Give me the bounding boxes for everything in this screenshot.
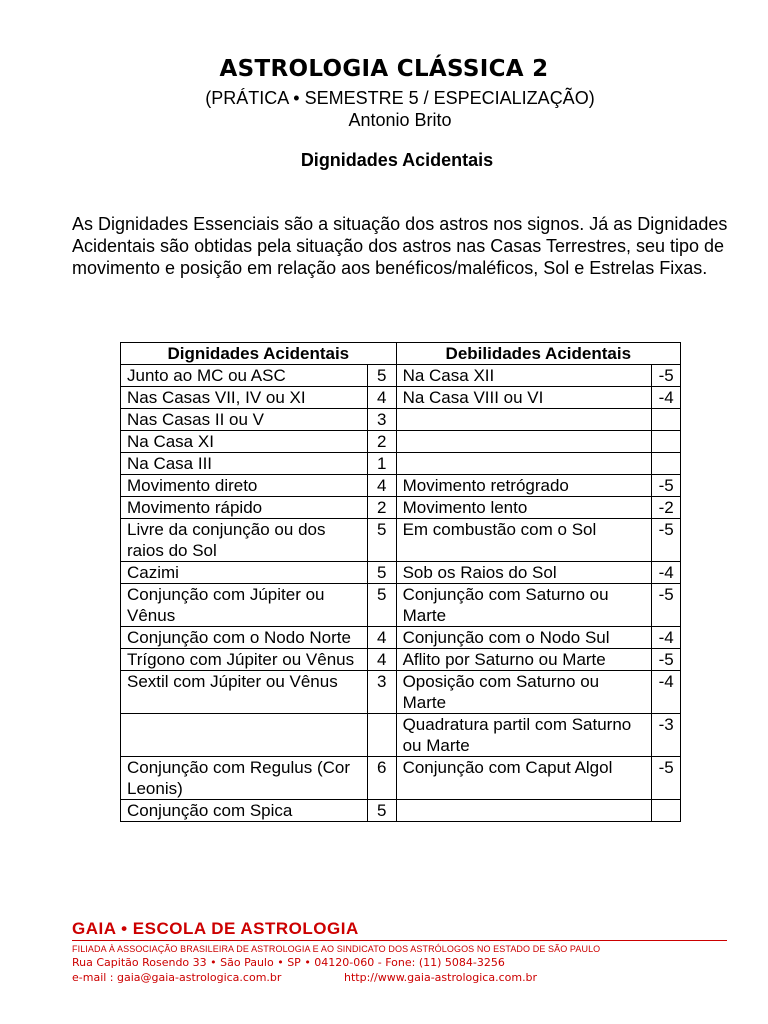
table-row [121, 365, 681, 387]
dignity-score: 5 [367, 584, 396, 627]
table-row [121, 497, 681, 519]
debility-cell: Conjunção com o Nodo Sul [396, 627, 652, 649]
debility-score: -2 [652, 497, 681, 519]
debility-cell: Em combustão com o Sol [396, 519, 652, 562]
dignity-score: 5 [367, 800, 396, 822]
debility-cell: Quadratura partil com Saturno ou Marte [396, 714, 652, 757]
dignity-cell: Livre da conjunção ou dos raios do Sol [121, 519, 368, 562]
dignity-score: 5 [367, 562, 396, 584]
dignity-score: 4 [367, 649, 396, 671]
dignity-cell: Nas Casas II ou V [121, 409, 368, 431]
table-row [121, 562, 681, 584]
table-row [121, 387, 681, 409]
debility-cell: Na Casa VIII ou VI [396, 387, 652, 409]
document-subtitle: (PRÁTICA • SEMESTRE 5 / ESPECIALIZAÇÃO) [205, 88, 595, 108]
debility-score [652, 453, 681, 475]
dignity-cell: Movimento rápido [121, 497, 368, 519]
debility-cell: Aflito por Saturno ou Marte [396, 649, 652, 671]
table-row [121, 409, 681, 431]
dignities-table [120, 342, 681, 822]
header-debilities: Debilidades Acidentais [396, 343, 680, 365]
debility-score: -5 [652, 584, 681, 627]
debility-score: -4 [652, 562, 681, 584]
dignity-score: 3 [367, 409, 396, 431]
debility-score: -5 [652, 475, 681, 497]
debility-score: -4 [652, 387, 681, 409]
table-row [121, 800, 681, 822]
dignity-cell: Conjunção com Júpiter ou Vênus [121, 584, 368, 627]
table-body [121, 365, 681, 822]
table-row [121, 757, 681, 800]
debility-score: -5 [652, 649, 681, 671]
debility-score: -4 [652, 671, 681, 714]
dignity-cell: Conjunção com Spica [121, 800, 368, 822]
dignity-score: 4 [367, 387, 396, 409]
debility-score [652, 431, 681, 453]
dignity-score: 3 [367, 671, 396, 714]
school-address: Rua Capitão Rosendo 33 • São Paulo • SP • 04120-060 - Fone: (11) 5084-3256 [72, 956, 505, 969]
contact-line [72, 971, 692, 984]
debility-cell [396, 431, 652, 453]
debility-cell: Sob os Raios do Sol [396, 562, 652, 584]
table-row [121, 584, 681, 627]
dignity-cell: Na Casa XI [121, 431, 368, 453]
dignity-cell [121, 714, 368, 757]
table-row [121, 453, 681, 475]
dignity-cell: Cazimi [121, 562, 368, 584]
debility-score [652, 800, 681, 822]
header-dignities: Dignidades Acidentais [121, 343, 397, 365]
debility-cell: Movimento lento [396, 497, 652, 519]
table-row [121, 649, 681, 671]
debility-cell [396, 409, 652, 431]
affiliation-text: FILIADA À ASSOCIAÇÃO BRASILEIRA DE ASTROLOGIA E AO SINDICATO DOS ASTRÓLOGOS NO ESTADO DE SÃO PAULO [72, 944, 601, 954]
dignity-score [367, 714, 396, 757]
footer-divider [72, 940, 727, 941]
debility-cell [396, 800, 652, 822]
table-row [121, 627, 681, 649]
dignity-score: 4 [367, 475, 396, 497]
website-link[interactable]: http://www.gaia-astrologica.com.br [344, 971, 538, 984]
debility-score: -5 [652, 365, 681, 387]
table-row [121, 671, 681, 714]
table-row [121, 519, 681, 562]
author-name: Antonio Brito [348, 110, 452, 130]
dignity-cell: Junto ao MC ou ASC [121, 365, 368, 387]
debility-score: -3 [652, 714, 681, 757]
intro-paragraph: As Dignidades Essenciais são a situação dos astros nos signos. Já as Dignidades Acidentais são obtidas pela situação dos astros nas Casas Terrestres, seu tipo de movimento e posição em relação aos benéficos/maléficos, Sol e Estrelas Fixas. [72, 214, 728, 278]
dignity-score: 5 [367, 365, 396, 387]
debility-score: -5 [652, 519, 681, 562]
dignity-score: 4 [367, 627, 396, 649]
table-row [121, 714, 681, 757]
dignity-score: 1 [367, 453, 396, 475]
dignity-cell: Nas Casas VII, IV ou XI [121, 387, 368, 409]
dignity-cell: Conjunção com o Nodo Norte [121, 627, 368, 649]
dignity-cell: Movimento direto [121, 475, 368, 497]
email-link[interactable]: e-mail : gaia@gaia-astrologica.com.br [72, 971, 282, 984]
table-row [121, 475, 681, 497]
dignity-cell: Sextil com Júpiter ou Vênus [121, 671, 368, 714]
dignity-score: 5 [367, 519, 396, 562]
dignity-cell: Trígono com Júpiter ou Vênus [121, 649, 368, 671]
debility-cell [396, 453, 652, 475]
debility-cell: Conjunção com Caput Algol [396, 757, 652, 800]
dignity-score: 6 [367, 757, 396, 800]
debility-score: -5 [652, 757, 681, 800]
section-heading: Dignidades Acidentais [300, 150, 494, 170]
dignity-score: 2 [367, 497, 396, 519]
document-title: ASTROLOGIA CLÁSSICA 2 [219, 56, 549, 82]
dignity-cell: Na Casa III [121, 453, 368, 475]
dignity-cell: Conjunção com Regulus (Cor Leonis) [121, 757, 368, 800]
debility-cell: Movimento retrógrado [396, 475, 652, 497]
debility-score [652, 409, 681, 431]
table-row [121, 431, 681, 453]
debility-cell: Conjunção com Saturno ou Marte [396, 584, 652, 627]
school-name: GAIA • ESCOLA DE ASTROLOGIA [72, 919, 359, 938]
dignity-score: 2 [367, 431, 396, 453]
table-header-row [121, 343, 681, 365]
debility-cell: Oposição com Saturno ou Marte [396, 671, 652, 714]
debility-score: -4 [652, 627, 681, 649]
debility-cell: Na Casa XII [396, 365, 652, 387]
